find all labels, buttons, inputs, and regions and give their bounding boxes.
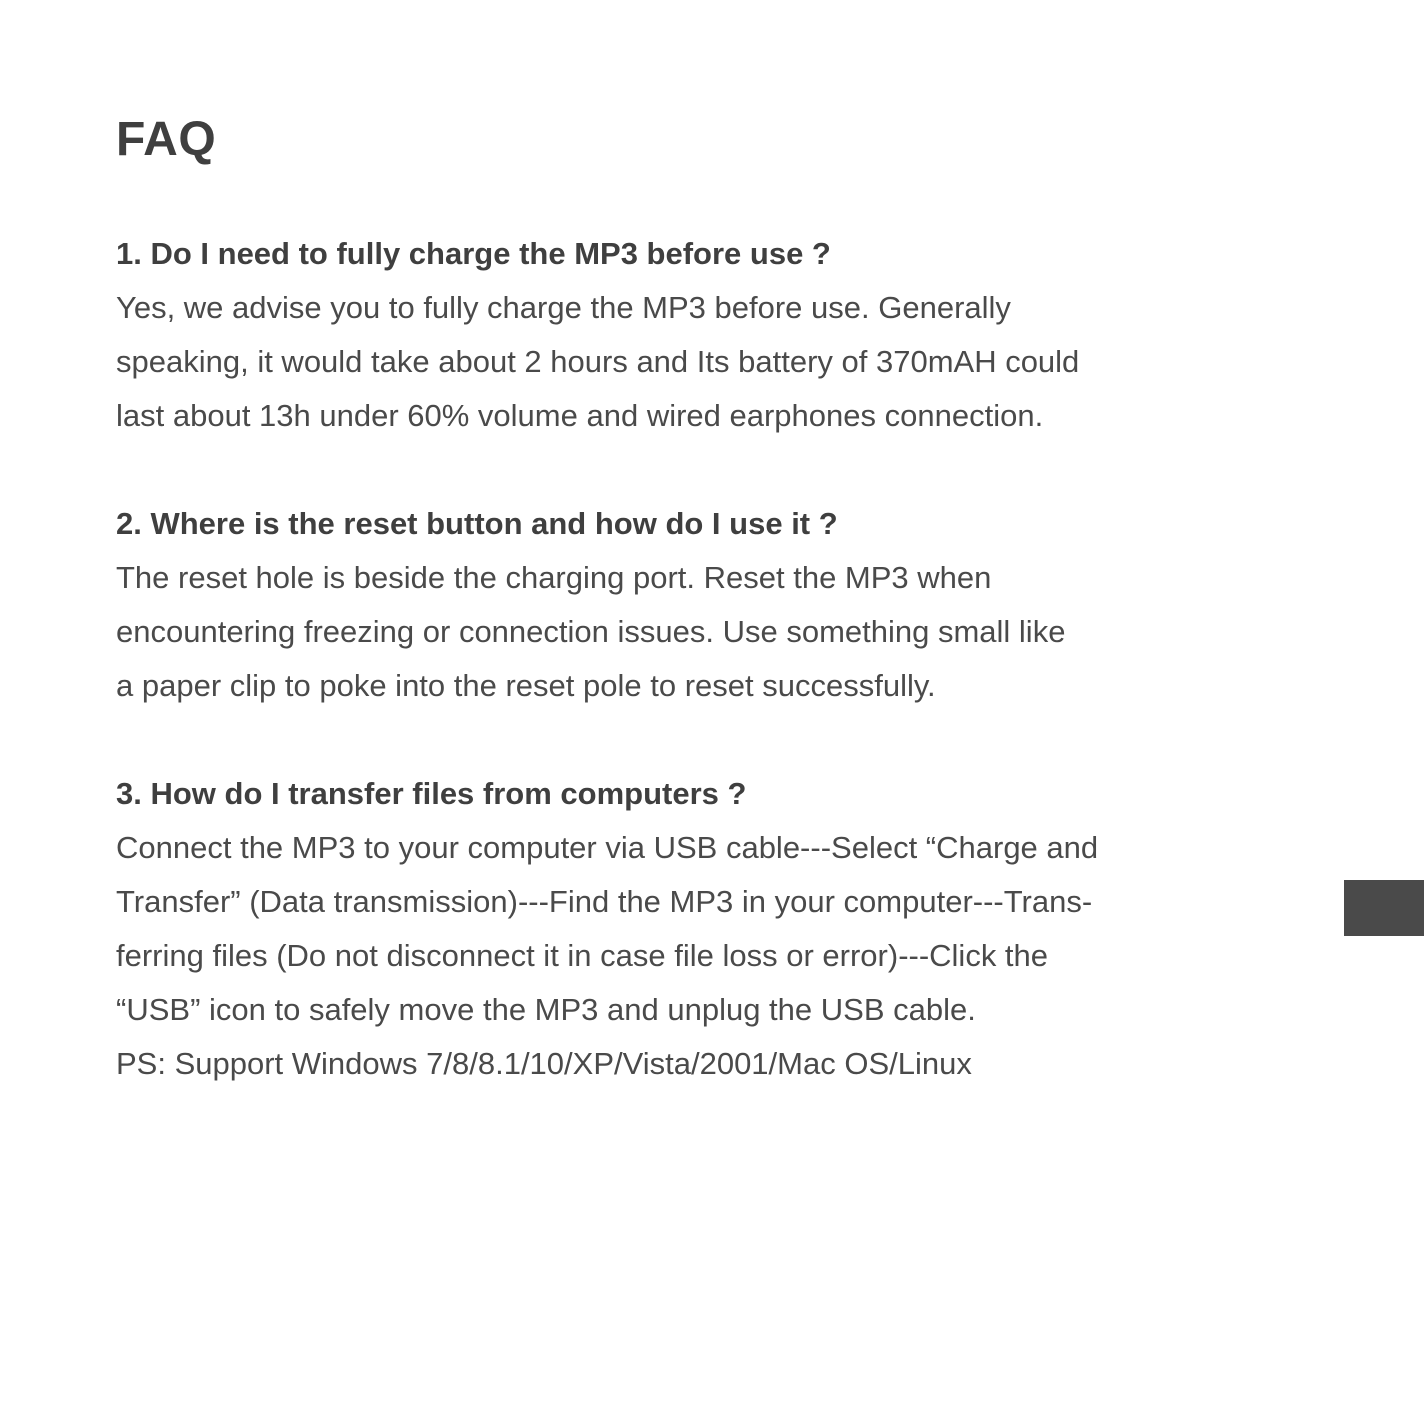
faq-answer-line: Yes, we advise you to fully charge the MP3 before use. Generally — [116, 290, 1011, 325]
side-tab-marker — [1344, 880, 1424, 936]
faq-answer-line: last about 13h under 60% volume and wired earphones connection. — [116, 398, 1044, 433]
faq-item-reset — [116, 497, 1316, 713]
faq-answer-line: The reset hole is beside the charging port. Reset the MP3 when — [116, 560, 992, 595]
faq-answer-line: speaking, it would take about 2 hours and Its battery of 370mAH could — [116, 344, 1080, 379]
faq-answer-line: a paper clip to poke into the reset pole to reset successfully. — [116, 668, 936, 703]
faq-answer-line: Transfer” (Data transmission)---Find the MP3 in your computer---Trans- — [116, 884, 1093, 919]
page-title: FAQ — [116, 113, 217, 166]
faq-item-charging — [116, 227, 1316, 443]
faq-answer-line: encountering freezing or connection issues. Use something small like — [116, 614, 1066, 649]
faq-item-transfer — [116, 767, 1316, 1091]
faq-answer-line: ferring files (Do not disconnect it in case file loss or error)---Click the — [116, 938, 1049, 973]
faq-question: 3. How do I transfer files from computers ? — [116, 776, 747, 811]
faq-question: 1. Do I need to fully charge the MP3 before use ? — [116, 236, 831, 271]
faq-question: 2. Where is the reset button and how do I use it ? — [116, 506, 838, 541]
faq-answer-line: Connect the MP3 to your computer via USB cable---Select “Charge and — [116, 830, 1099, 865]
faq-answer-line: PS: Support Windows 7/8/8.1/10/XP/Vista/2001/Mac OS/Linux — [116, 1046, 972, 1081]
faq-answer-line: “USB” icon to safely move the MP3 and unplug the USB cable. — [116, 992, 976, 1027]
